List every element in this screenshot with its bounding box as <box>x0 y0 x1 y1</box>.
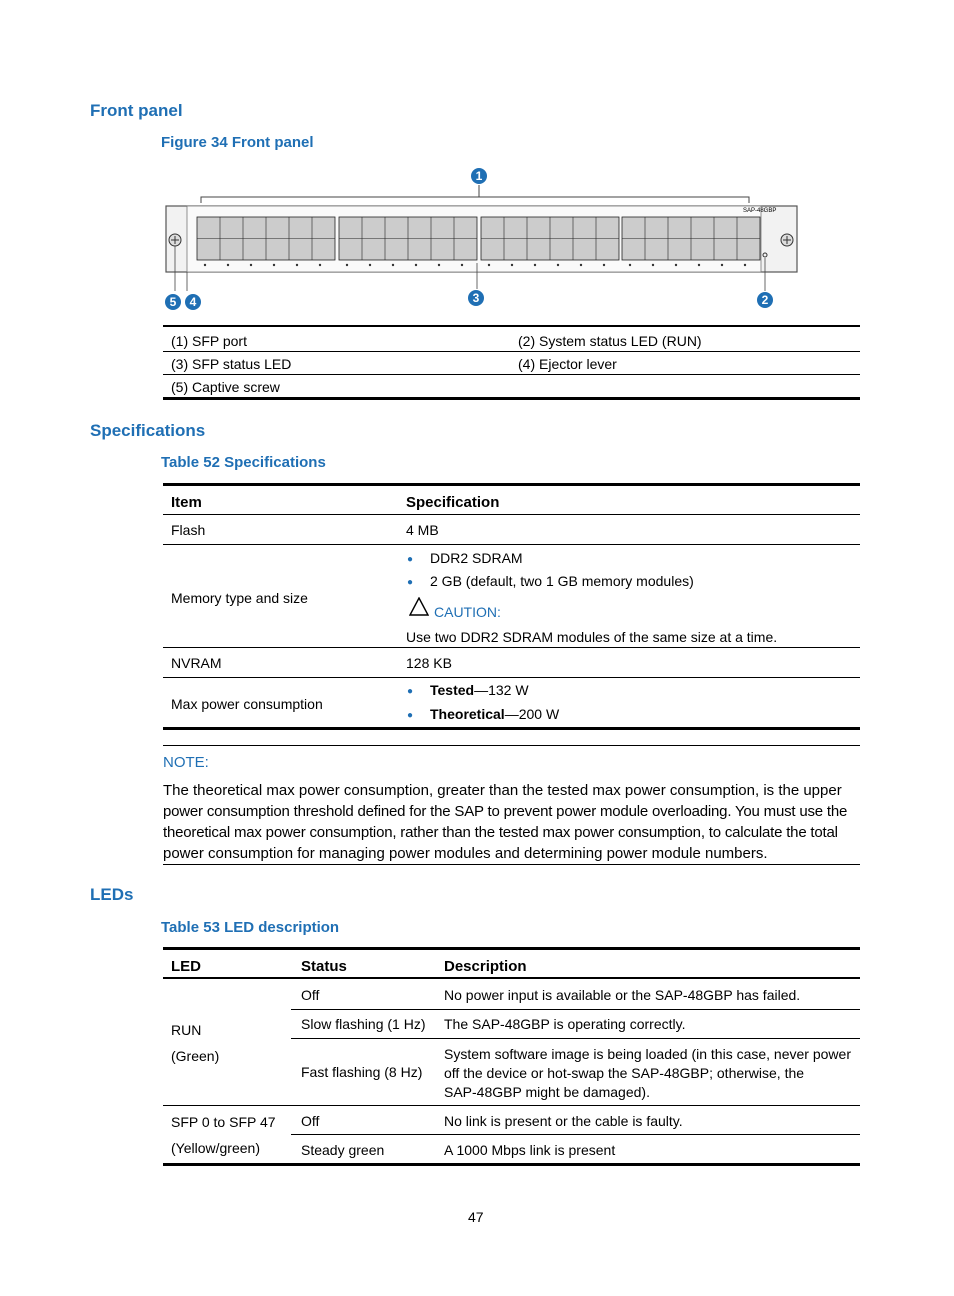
legend-item-1: (1) SFP port <box>171 333 247 349</box>
led-run-name: RUN <box>171 1022 202 1038</box>
spec-header-item: Item <box>171 494 202 511</box>
led-sfp-color: (Yellow/green) <box>171 1140 260 1156</box>
section-heading-specifications: Specifications <box>90 421 206 440</box>
spec-power-tested: Tested—132 W <box>430 682 529 698</box>
led-run-status-fast: Fast flashing (8 Hz) <box>301 1064 423 1080</box>
led-run-status-slow: Slow flashing (1 Hz) <box>301 1016 426 1032</box>
caution-triangle-icon <box>409 597 429 621</box>
led-sfp-desc-steady: A 1000 Mbps link is present <box>444 1142 616 1158</box>
caution-text: Use two DDR2 SDRAM modules of the same size at a time. <box>406 629 778 645</box>
spec-power-theoretical: Theoretical—200 W <box>430 706 560 722</box>
figure-caption: Figure 34 Front panel <box>161 134 314 151</box>
led-sfp-desc-off: No link is present or the cable is faulty. <box>444 1113 683 1129</box>
led-run-desc-fast: System software image is being loaded (in this case, never power off the device or hot-swap the SAP-48GBP; otherwise, the SAP-48GBP might be damaged). <box>444 1046 851 1100</box>
legend-item-3: (3) SFP status LED <box>171 356 292 372</box>
page-number: 47 <box>468 1209 484 1225</box>
note-body <box>163 780 863 864</box>
bullet-icon: ● <box>407 577 414 588</box>
led-sfp-name: SFP 0 to SFP 47 <box>171 1114 276 1130</box>
spec-flash-value: 4 MB <box>406 522 439 538</box>
callout-4: 4 <box>185 294 201 310</box>
spec-flash-item: Flash <box>171 522 206 538</box>
model-label: SAP-48GBP <box>743 208 777 214</box>
front-panel-figure <box>165 165 800 315</box>
spec-nvram-value: 128 KB <box>406 655 452 671</box>
caution-label: CAUTION: <box>434 604 501 620</box>
note-line: power consumption threshold defined for the SAP to prevent power module overloading. You must use the <box>163 803 848 820</box>
spec-memory-item: Memory type and size <box>171 590 308 606</box>
legend-item-5: (5) Captive screw <box>171 379 280 395</box>
callout-1: 1 <box>471 168 487 184</box>
note-line: theoretical max power consumption, rather than the tested max power consumption, to calculate the total <box>163 824 838 841</box>
note-line: power consumption for managing power modules and determining power module numbers. <box>163 845 768 862</box>
led-run-color: (Green) <box>171 1048 220 1064</box>
bullet-icon: ● <box>407 710 414 721</box>
callout-3: 3 <box>468 290 484 306</box>
note-label: NOTE: <box>163 754 209 771</box>
led-sfp-status-steady: Steady green <box>301 1142 385 1158</box>
spec-table-caption: Table 52 Specifications <box>161 454 326 471</box>
section-heading-leds: LEDs <box>90 885 134 904</box>
led-run-desc-slow: The SAP-48GBP is operating correctly. <box>444 1016 686 1032</box>
spec-nvram-item: NVRAM <box>171 655 222 671</box>
legend-item-2: (2) System status LED (RUN) <box>518 333 702 349</box>
led-sfp-status-off: Off <box>301 1113 320 1129</box>
led-header-description: Description <box>444 958 527 975</box>
spec-memory-bullet-2: 2 GB (default, two 1 GB memory modules) <box>430 573 694 589</box>
spec-header-specification: Specification <box>406 494 500 511</box>
spec-memory-bullet-1: DDR2 SDRAM <box>430 550 523 566</box>
callout-5: 5 <box>165 294 181 310</box>
bullet-icon: ● <box>407 686 414 697</box>
led-run-desc-off: No power input is available or the SAP-48GBP has failed. <box>444 987 801 1003</box>
led-table-caption: Table 53 LED description <box>161 919 340 936</box>
spec-power-item: Max power consumption <box>171 696 323 712</box>
note-line: The theoretical max power consumption, greater than the tested max power consumption, is the upper <box>163 782 842 799</box>
led-run-status-off: Off <box>301 987 320 1003</box>
led-header-status: Status <box>301 958 347 975</box>
led-header-led: LED <box>171 958 201 975</box>
section-heading-front-panel: Front panel <box>90 101 183 120</box>
callout-2: 2 <box>757 292 773 308</box>
bullet-icon: ● <box>407 554 414 565</box>
legend-item-4: (4) Ejector lever <box>518 356 617 372</box>
